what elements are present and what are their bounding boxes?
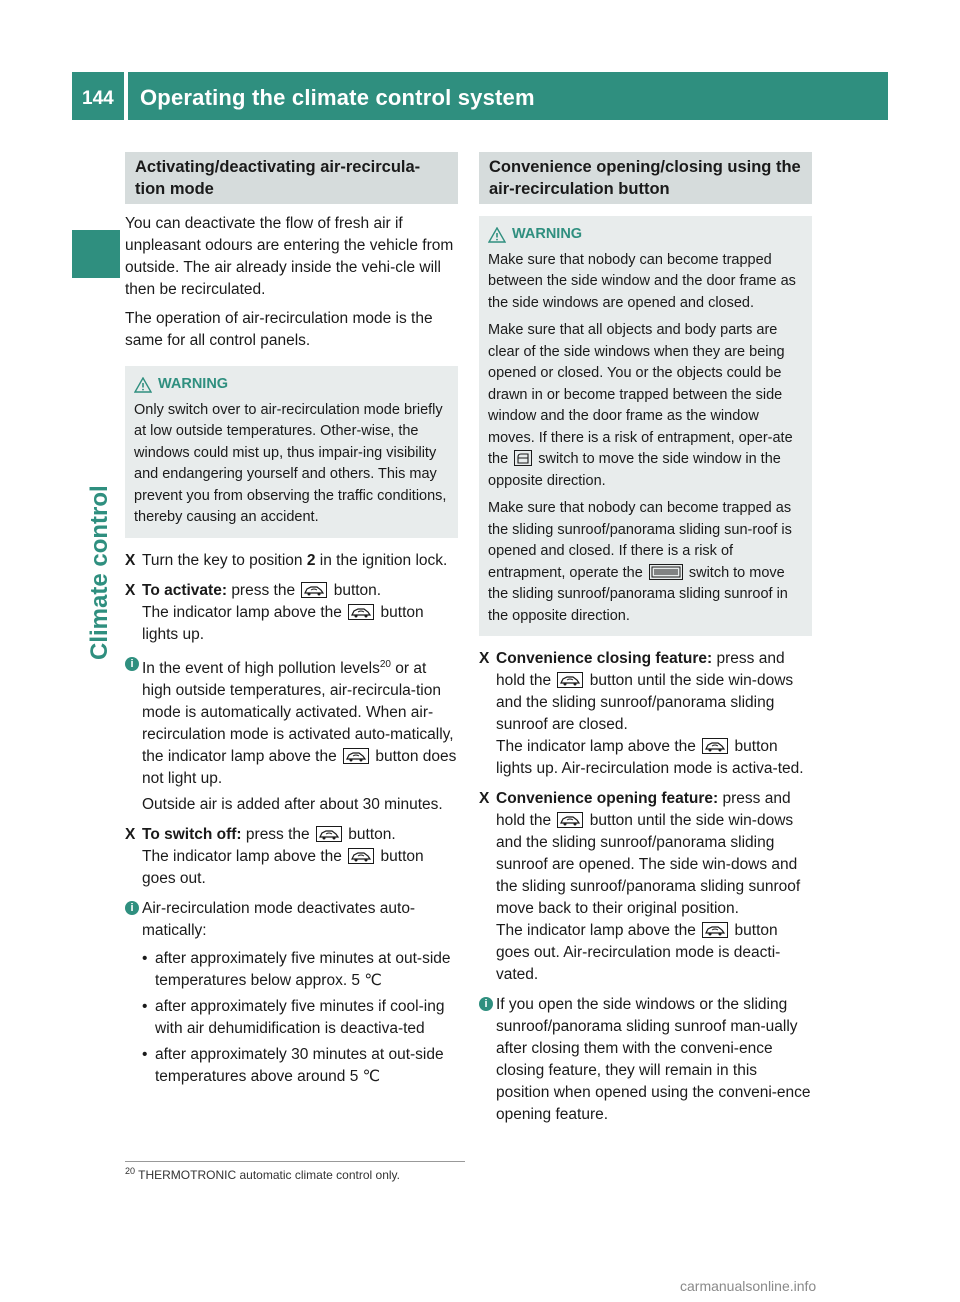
car-recirculation-icon [348,604,374,620]
instruction-step: X Turn the key to position 2 in the ignition lock. [125,550,458,572]
info-icon: i [125,901,139,915]
info-icon: i [479,997,493,1011]
car-recirculation-icon [301,582,327,598]
warning-label: WARNING [158,376,229,392]
info-note: i If you open the side windows or the sliding sunroof/panorama sliding sunroof man-ually after closing them with the conveni-ence closing feature, they will remain in this position when opened using the conveni-ence opening feature. [479,994,812,1126]
warning-header [134,374,449,396]
info-text: Outside air is added after about 30 minutes. [142,795,443,813]
warning-text: Make sure that nobody can become trapped as the sliding sunroof/panorama sliding sun-roof is opened and closed. If there is a risk of entrapment, operate the switch to move the sliding sunroof/panorama sliding sunroof in the opposite direction. [488,500,792,624]
footnote [125,1161,465,1182]
info-note: i Air-recirculation mode deactivates auto-matically: • after approximately five minutes at out-side temperatures below approx. 5 ℃ • after approximately five minutes if cool-ing with air dehumidification is deactiva-ted • after approximately 30 minutes at out-side temperatures above around 5 ℃ [125,898,458,1088]
bullet-icon: • [142,997,148,1015]
instruction-step: X To switch off: press the button. The indicator lamp above the button goes out. [125,825,424,887]
warning-text: Only switch over to air-recirculation mode briefly at low outside temperatures. Other-wise, the windows could mist up, thus impair-ing visibility and endangering yourself and others. This may prevent you from observing the traffic conditions, thereby causing an accident. [134,401,447,525]
instruction-step: X Convenience closing feature: press and hold the button until the side win-dows and the sliding sunroof/panorama sliding sunroof are closed. The indicator lamp above the button lights up. Air-recirculation mode is activa-ted. [479,650,804,777]
section-heading: Convenience opening/closing using the air-recirculation button [479,152,812,204]
bullet-icon: • [142,949,148,967]
chapter-title: Climate control [86,485,113,660]
instruction-step: X To activate: press the button. The indicator lamp above the button lights up. [125,581,424,643]
warning-text: Make sure that all objects and body parts are clear of the side windows when they are being opened or closed. You or the objects could be drawn in or become trapped between the side window and the door frame as the window moves. If there is a risk of entrapment, oper-ate the switch to move the side window in the opposite direction. [488,322,793,489]
list-item: • after approximately five minutes at out-side temperatures below approx. 5 ℃ [142,949,451,989]
ignition-position: 2 [306,551,316,569]
footnote-number: 20 [125,1166,136,1176]
instruction-step: X Convenience opening feature: press and hold the button until the side win-dows and the sliding sunroof/panorama sliding sunroof are opened. The side win-dows and the sliding sunroof/panorama sliding sunroof move back to their original position. The indicator lamp above the button goes out. Air-recirculation mode is deacti-vated. [479,790,801,983]
watermark: carmanualsonline.info [680,1278,817,1294]
car-recirculation-icon [348,848,374,864]
right-column [479,152,812,1134]
info-note: i In the event of high pollution levels$^{20}$ or at high outside temperatures, air-recircula-tion mode is automatically activated. When air-recirculation mode is activated auto-matically, the indicator lamp above the button does not light up. Outside air is added after about 30 minutes. [125,654,458,816]
list-item: • after approximately five minutes if cool-ing with air dehumidification is deactiva-ted [142,997,445,1037]
step-arrow-icon: X [125,551,136,569]
footnote-text: THERMOTRONIC automatic climate control only. [138,1168,400,1182]
paragraph: You can deactivate the flow of fresh air if unpleasant odours are entering the vehicle from outside. The air already inside the vehi-cle will then be recirculated. [125,215,454,298]
list-item: • after approximately 30 minutes at out-side temperatures above around 5 ℃ [142,1045,444,1085]
side-chapter-tab [72,230,120,278]
page-number: 144 [82,88,114,109]
step-arrow-icon: X [125,825,136,843]
car-recirculation-icon [557,812,583,828]
car-recirculation-icon [316,826,342,842]
left-column [125,152,458,1096]
car-recirculation-icon [702,738,728,754]
info-icon: i [125,657,139,671]
car-recirculation-icon [343,748,369,764]
paragraph: The operation of air-recirculation mode is the same for all control panels. [125,310,433,349]
step-arrow-icon: X [479,790,490,807]
window-switch-icon [514,450,532,466]
page-title: Operating the climate control system [140,85,535,110]
warning-box [125,366,458,538]
warning-triangle-icon [134,377,152,393]
car-recirculation-icon [557,672,583,688]
step-arrow-icon: X [479,650,490,667]
car-recirculation-icon [702,922,728,938]
warning-header [488,224,803,246]
warning-text: Make sure that nobody can become trapped between the side window and the door frame as the side windows are opened and closed. [488,251,796,311]
bullet-icon: • [142,1045,148,1063]
warning-triangle-icon [488,227,506,243]
warning-label: WARNING [512,226,583,242]
section-heading: Activating/deactivating air-recircula-tion mode [125,152,458,204]
sunroof-switch-icon [649,564,683,580]
warning-box [479,216,812,636]
footnote-ref: 20 [379,658,391,670]
step-arrow-icon: X [125,581,136,599]
